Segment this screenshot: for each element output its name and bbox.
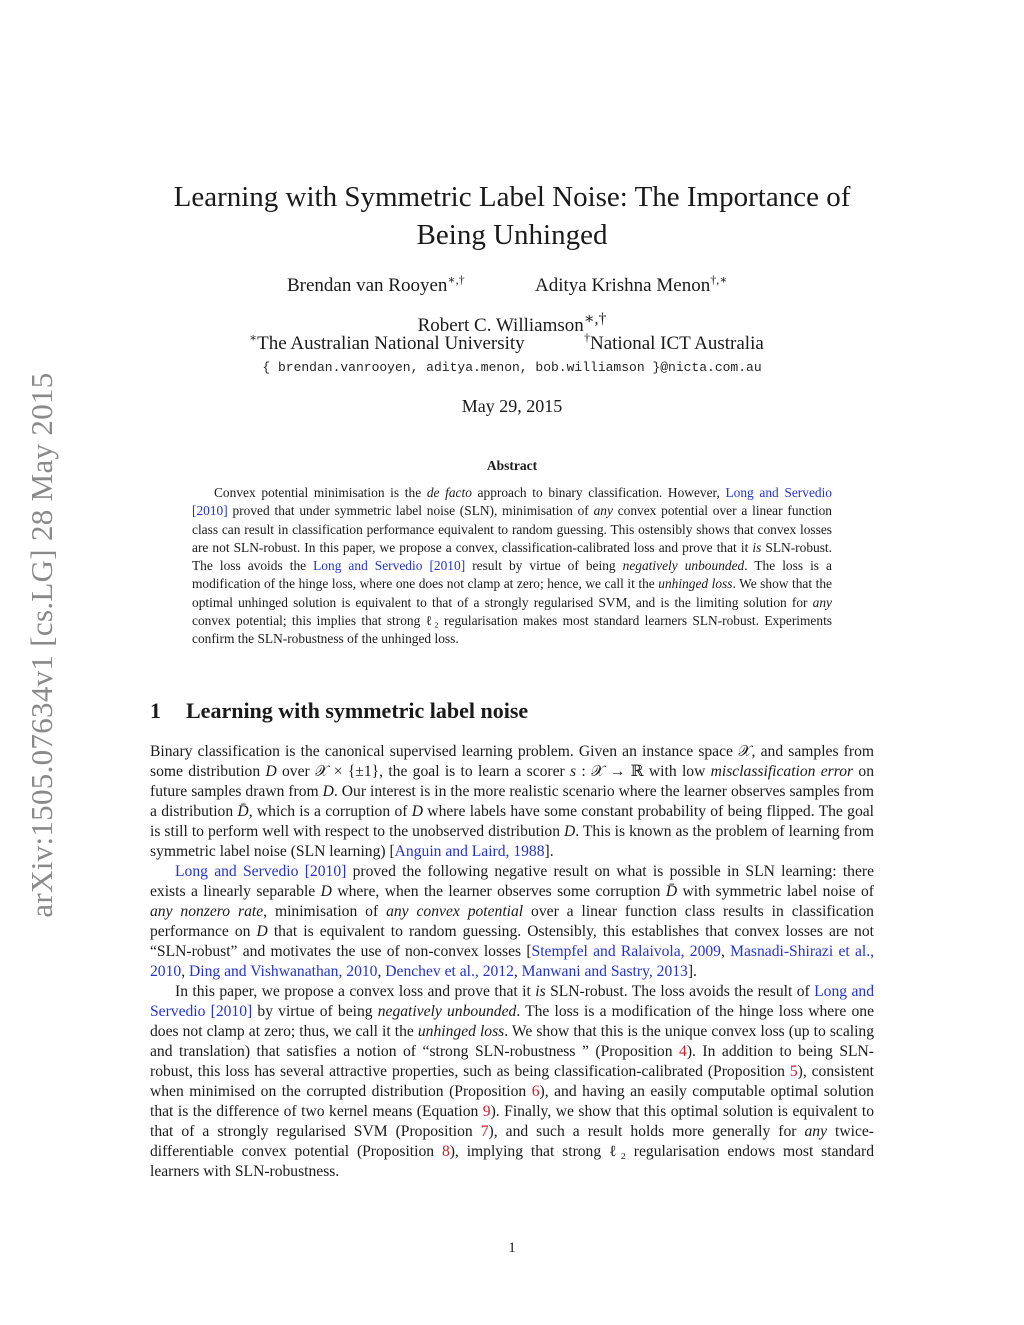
proposition-ref-link[interactable]: 7: [480, 1123, 489, 1140]
equation-ref-link[interactable]: 9: [482, 1103, 491, 1120]
title-line-2: Being Unhinged: [416, 219, 608, 251]
page-number: 1: [508, 1240, 516, 1256]
author-van-rooyen: [287, 272, 465, 297]
section-body: [150, 742, 874, 1182]
abstract-text: result by virtue of being: [465, 558, 623, 574]
math-symbol: D: [564, 823, 576, 840]
author-name: Brendan van Rooyen: [287, 275, 448, 296]
abstract-heading: Abstract: [486, 458, 538, 473]
citation-link[interactable]: Long and Servedio [2010]: [150, 983, 874, 1020]
section-heading: [150, 698, 528, 724]
abstract-text: convex potential over a linear function class can result in classification performance equivalent to random guessing. This ostensibly shows that convex losses are not SLN-robust. In this paper, we propose a convex, classification-calibrated loss and prove that it: [192, 503, 833, 555]
body-emphasis: negatively unbounded: [377, 1003, 517, 1020]
author-emails: { brendan.vanrooyen, aditya.menon, bob.williamson }@nicta.com.au: [262, 360, 762, 375]
body-text: where, when the learner observes some corruption: [331, 883, 666, 900]
math-symbol: D: [411, 803, 424, 820]
abstract-emphasis: is: [752, 539, 762, 555]
math-symbol: D: [322, 783, 334, 800]
citation-link[interactable]: Long and Servedio [2010]: [313, 558, 466, 574]
citation-link[interactable]: Anguin and Laird, 1988: [394, 843, 545, 860]
body-emphasis: any convex potential: [386, 903, 524, 920]
math-symbol: D: [256, 923, 268, 940]
citation-link[interactable]: Long and Servedio [2010]: [175, 863, 347, 880]
citation-year: 2010: [346, 963, 378, 980]
body-text: . We show that this is the unique convex loss (up to scaling and translation) that satisfies a notion of “strong SLN-robustness ” (Proposition: [150, 1023, 875, 1060]
body-text: , minimisation of: [263, 903, 387, 920]
body-text: over a linear function class results in classification performance on: [150, 903, 874, 940]
author-affiliation-marks: ∗,†: [583, 311, 607, 328]
body-text: over 𝒳 × {±1}, the goal is to learn a scorer: [276, 763, 571, 780]
citation-authors: Stempfel and Ralaivola: [531, 943, 681, 960]
body-emphasis: any: [804, 1123, 827, 1140]
math-symbol: D: [265, 763, 277, 780]
body-text: . Our interest is in the more realistic scenario where the learner observes samples from a distribution: [150, 783, 874, 820]
citation-year: 2013: [656, 963, 688, 980]
abstract-text: Convex potential minimisation is the: [214, 485, 427, 500]
abstract-text: approach to binary classification. However,: [471, 485, 726, 500]
citation-authors: Long and Servedio: [313, 558, 423, 574]
affiliation-anu: [249, 330, 525, 355]
body-text: ), and such a result holds more generally for: [488, 1123, 805, 1140]
proposition-ref-link[interactable]: 8: [441, 1143, 450, 1160]
title-line-1: Learning with Symmetric Label Noise: The Importance of: [173, 181, 851, 213]
author-affiliation-marks: †,∗: [710, 272, 728, 287]
citation-authors: Manwani and Sastry: [521, 963, 649, 980]
citation-year: 2009: [689, 943, 721, 960]
citation-authors: Ding and Vishwanathan: [188, 963, 339, 980]
math-symbol: D̄: [665, 883, 678, 900]
body-emphasis: misclassification error: [710, 763, 854, 780]
body-text: : 𝒳 → ℝ with low: [576, 763, 711, 780]
citation-year: 2010: [196, 503, 224, 519]
citation-year: 2010: [215, 1003, 248, 1020]
body-text: ), consistent when minimised on the corrupted distribution (Proposition: [150, 1063, 874, 1100]
paper-title: [150, 178, 874, 254]
affiliation-name: National ICT Australia: [590, 333, 764, 354]
abstract-body: [192, 484, 832, 649]
citation-link[interactable]: Masnadi-Shirazi et al., 2010: [150, 943, 875, 980]
affiliation-nicta: [584, 330, 764, 355]
body-emphasis: any nonzero rate: [150, 903, 264, 920]
proposition-ref-link[interactable]: 5: [789, 1063, 798, 1080]
body-text: . This is known as the problem of learning from symmetric label noise (SLN learning) [: [150, 823, 874, 860]
author-name: Aditya Krishna Menon: [535, 275, 711, 296]
abstract-emphasis: negatively unbounded: [622, 558, 745, 574]
citation-year: 2012: [482, 963, 514, 980]
proposition-ref-link[interactable]: 6: [531, 1083, 540, 1100]
body-text: with symmetric label noise of: [677, 883, 874, 900]
author-affiliation-marks: ∗,†: [447, 272, 465, 287]
math-symbol: D̄: [237, 803, 249, 820]
body-text: where labels have some constant probability of being flipped. The goal is still to perform well with respect to the unobserved distribution: [150, 803, 874, 840]
paragraph-1: [150, 742, 874, 862]
abstract-emphasis: any: [812, 594, 832, 610]
citation-authors: Denchev et al.: [385, 963, 475, 980]
citation-link[interactable]: Long and Servedio [2010]: [192, 485, 832, 519]
author-menon: [535, 272, 728, 297]
abstract-emphasis: any: [593, 503, 613, 519]
body-text: In this paper, we propose a convex loss and prove that it: [175, 983, 536, 1000]
body-text: . The loss is a modification of the hinge loss where one does not clamp at zero; thus, we call it the: [150, 1003, 875, 1040]
body-text: ). In addition to being SLN-robust, this loss has several attractive properties, such as being classification-calibrated (Proposition: [150, 1043, 874, 1080]
body-emphasis: is: [535, 983, 546, 1000]
abstract-emphasis: unhinged loss: [658, 576, 733, 592]
author-name: Robert C. Williamson: [417, 315, 584, 337]
body-text: by virtue of being: [252, 1003, 378, 1020]
abstract-text: convex potential; this implies that strong ℓ₂ regularisation makes most standard learners SLN-robust. Experiments confirm the SLN-robustness of the unhinged loss.: [192, 613, 832, 647]
citation-authors: Long and Servedio: [150, 983, 874, 1020]
section-number: 1: [150, 698, 161, 723]
abstract-text: . We show that the optimal unhinged solution is equivalent to that of a strongly regularised SVM, and is the limiting solution for: [192, 576, 832, 610]
citation-authors: Long and Servedio: [725, 485, 832, 500]
citation-year: 2010: [433, 558, 461, 574]
citation-link[interactable]: Manwani and Sastry, 2013: [521, 963, 688, 980]
body-text: proved the following negative result on what is possible in SLN learning: there exists a linearly separable: [150, 863, 875, 900]
math-symbol: D: [320, 883, 332, 900]
citation-link[interactable]: Ding and Vishwanathan, 2010: [188, 963, 378, 980]
body-text: , which is a corruption of: [248, 803, 412, 820]
arxiv-identifier: arXiv:1505.07634v1 [cs.LG] 28 May 2015: [24, 372, 59, 918]
citation-authors: Masnadi-Shirazi et al.: [730, 943, 871, 960]
body-text: Binary classification is the canonical supervised learning problem. Given an instance space 𝒳, and samples from some distribution: [150, 743, 874, 780]
body-text: that is equivalent to random guessing. Ostensibly, this establishes that convex losses are not “SLN-robust” and motivates the use of non-convex losses [: [150, 923, 874, 960]
affiliation-mark: ∗: [249, 330, 258, 345]
paragraph-3: [150, 982, 874, 1182]
body-emphasis: unhinged loss: [417, 1023, 505, 1040]
body-text: ). Finally, we show that this optimal solution is equivalent to that of a strongly regularised SVM (Proposition: [150, 1103, 875, 1140]
body-text: ), implying that strong ℓ₂ regularisation endows most standard learners with SLN-robustness.: [150, 1143, 874, 1180]
citation-link[interactable]: Denchev et al., 2012: [385, 963, 514, 980]
abstract-emphasis: de facto: [426, 485, 472, 500]
citation-year: 2010: [150, 963, 182, 980]
body-text: twice-differentiable convex potential (Proposition: [150, 1123, 874, 1160]
body-text: ].: [544, 843, 554, 860]
citation-authors: Long and Servedio: [175, 863, 299, 880]
body-text: SLN-robust. The loss avoids the result of: [545, 983, 815, 1000]
citation-year: 2010: [309, 863, 342, 880]
affiliation-name: The Australian National University: [257, 333, 525, 354]
paragraph-2: Long and Servedio [2010] proved the following negative result on what is possible in SLN learning: there exists a linearly separable D where, when the learner observes some corruption D̄ with symmetric label noise of any nonzero rate, minimisation of any convex potential over a linear function class results in classification performance on D that is equivalent to random guessing. Ostensibly, this establishes that convex losses are not “SLN-robust” and motivates the use of non-convex losses [Stempfel and Ralaivola, 2009, Masnadi-Shirazi et al., 2010, Ding and Vishwanathan, 2010, Denchev et al., 2012, Manwani and Sastry, 2013].: [150, 863, 875, 980]
citation-link[interactable]: Stempfel and Ralaivola, 2009: [531, 943, 721, 960]
section-title: Learning with symmetric label noise: [186, 698, 529, 723]
abstract-text: proved that under symmetric label noise (SLN), minimisation of: [227, 503, 594, 519]
affiliation-mark: †: [584, 330, 590, 345]
body-text: ), and having an easily computable optimal solution that is the difference of two kernel means (Equation: [150, 1083, 874, 1120]
abstract-text: . The loss is a modification of the hinge loss, where one does not clamp at zero; hence, we call it the: [192, 558, 832, 592]
math-symbol: s: [570, 763, 577, 780]
paper-date: May 29, 2015: [461, 396, 563, 416]
proposition-ref-link[interactable]: 4: [679, 1043, 687, 1060]
abstract-text: SLN-robust. The loss avoids the: [192, 539, 832, 574]
body-text: ].: [687, 963, 697, 980]
body-text: on future samples drawn from: [150, 763, 875, 800]
